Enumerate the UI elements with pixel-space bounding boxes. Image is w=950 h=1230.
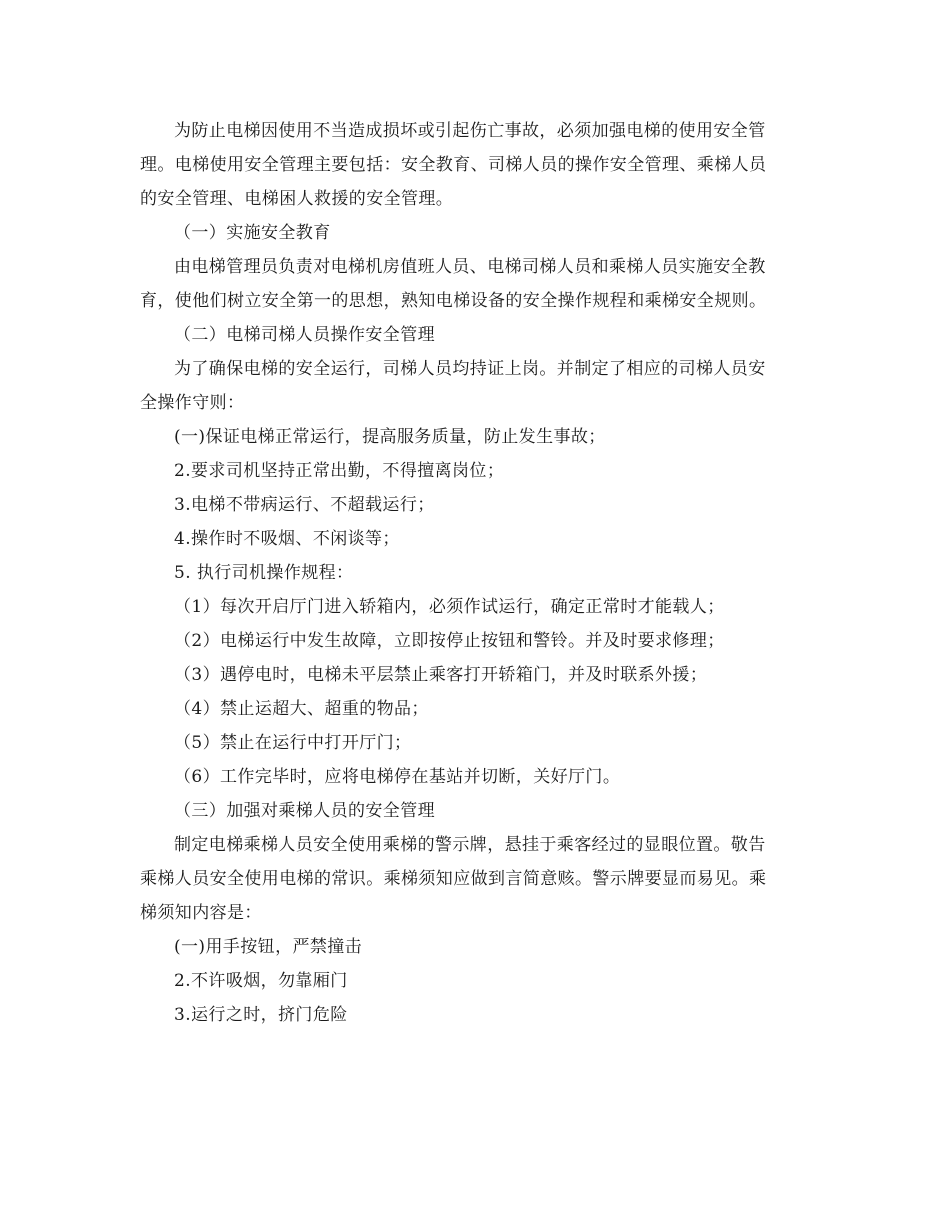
paragraph-s2 [140, 624, 812, 658]
document-body [140, 114, 812, 1032]
text-line: 2.要求司机坚持正常出勤，不得擅离岗位； [174, 461, 505, 481]
text-line: （4）禁止运超大、超重的物品； [174, 699, 429, 719]
paragraph-s3 [140, 658, 812, 692]
paragraph-s6 [140, 760, 812, 794]
paragraph-r2 [140, 454, 812, 488]
text-line: 4.操作时不吸烟、不闲谈等； [174, 529, 400, 549]
text-line: 3.电梯不带病运行、不超载运行； [174, 495, 435, 515]
paragraph-h2 [140, 318, 812, 352]
paragraph-n1 [140, 930, 812, 964]
text-line: 的安全管理、电梯困人救援的安全管理。 [140, 189, 454, 209]
text-line: 2.不许吸烟，勿靠厢门 [174, 971, 348, 991]
text-line: 全操作守则： [140, 393, 245, 413]
paragraph-p3 [140, 828, 812, 930]
paragraph-s5 [140, 726, 812, 760]
text-line: 乘梯人员安全使用电梯的常识。乘梯须知应做到言简意赅。警示牌要显而易见。乘 [140, 869, 767, 889]
paragraph-s4 [140, 692, 812, 726]
paragraph-s1 [140, 590, 812, 624]
text-line: 理。电梯使用安全管理主要包括：安全教育、司梯人员的操作安全管理、乘梯人员 [140, 155, 767, 175]
text-line: 梯须知内容是： [140, 903, 262, 923]
paragraph-intro [140, 114, 812, 216]
paragraph-r5 [140, 556, 812, 590]
text-line: 为了确保电梯的安全运行，司梯人员均持证上岗。并制定了相应的司梯人员安 [174, 359, 766, 379]
paragraph-p2 [140, 352, 812, 420]
text-line: （3）遇停电时，电梯未平层禁止乘客打开轿箱门，并及时联系外援； [174, 665, 708, 685]
paragraph-h1 [140, 216, 812, 250]
paragraph-r1 [140, 420, 812, 454]
text-line: （二）电梯司梯人员操作安全管理 [174, 325, 435, 345]
paragraph-n3 [140, 998, 812, 1032]
text-line: (一)保证电梯正常运行，提高服务质量，防止发生事故； [174, 427, 606, 447]
text-line: 制定电梯乘梯人员安全使用乘梯的警示牌，悬挂于乘客经过的显眼位置。敬告 [174, 835, 766, 855]
text-line: （三）加强对乘梯人员的安全管理 [174, 801, 435, 821]
text-line: 由电梯管理员负责对电梯机房值班人员、电梯司梯人员和乘梯人员实施安全教 [174, 257, 766, 277]
paragraph-h3 [140, 794, 812, 828]
text-line: 为防止电梯因使用不当造成损坏或引起伤亡事故，必须加强电梯的使用安全管 [174, 121, 766, 141]
text-line: 5. 执行司机操作规程： [174, 563, 354, 583]
paragraph-n2 [140, 964, 812, 998]
text-line: （2）电梯运行中发生故障，立即按停止按钮和警铃。并及时要求修理； [174, 631, 725, 651]
text-line: （1）每次开启厅门进入轿箱内，必须作试运行，确定正常时才能载人； [174, 597, 725, 617]
text-line: （5）禁止在运行中打开厅门； [174, 733, 412, 753]
paragraph-r4 [140, 522, 812, 556]
text-line: 育，使他们树立安全第一的思想，熟知电梯设备的安全操作规程和乘梯安全规则。 [140, 291, 767, 311]
paragraph-r3 [140, 488, 812, 522]
text-line: (一)用手按钮，严禁撞击 [174, 937, 363, 957]
text-line: 3.运行之时，挤门危险 [174, 1005, 348, 1025]
text-line: （一）实施安全教育 [174, 223, 331, 243]
text-line: （6）工作完毕时，应将电梯停在基站并切断，关好厅门。 [174, 767, 621, 787]
paragraph-p1 [140, 250, 812, 318]
